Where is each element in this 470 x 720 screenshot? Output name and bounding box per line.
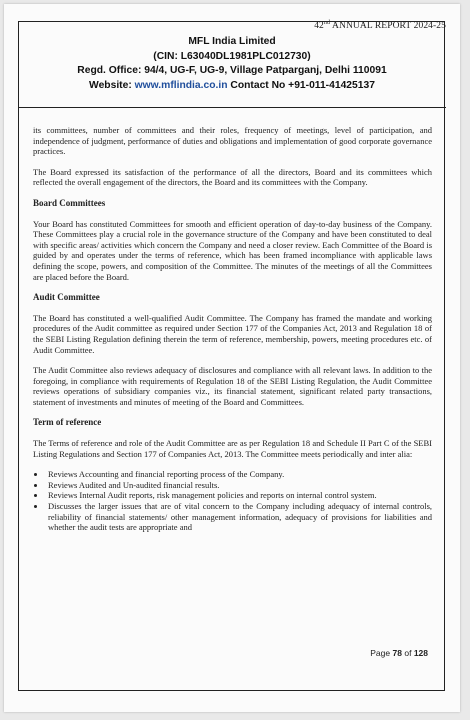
of-label: of [404,648,412,658]
list-item: • Reviews Audited and Un-audited financial results. [46,480,432,491]
document-page [4,4,460,712]
heading-board-committees: Board Committees [33,197,106,208]
contact-number: Contact No +91-011-41425137 [230,79,375,91]
report-title: ANNUAL REPORT 2024-25 [332,21,446,32]
list-item: • Discusses the larger issues that are of vital concern to the Company including adequacy of internal controls, reliability of financial statements/ other management information, adequacy of provisions for liabilities and whether the audit tests are appropriate and [46,501,432,533]
report-edition-number: 42 [314,21,324,32]
list-item: • Reviews Accounting and financial reporting process of the Company. [46,469,432,480]
report-edition-suffix: nd [323,20,331,26]
paragraph-board-satisfaction: The Board expressed its satisfaction of the performance of all the directors, Board and its committees which reflected the overall engagement of the directors, the Board and its committees with the Company. [33,166,432,188]
document-body [33,125,432,533]
total-pages: 128 [413,648,428,658]
company-header [4,35,460,93]
website-link[interactable]: www.mflindia.co.in [134,79,228,91]
heading-audit-committee: Audit Committee [33,292,100,303]
audit-duties-list [33,469,432,533]
company-cin: (CIN: L63040DL1981PLC012730) [153,50,311,62]
header-divider [18,107,446,108]
website-label: Website: [89,79,132,91]
company-name: MFL India Limited [188,36,276,47]
page-label: Page [370,648,391,658]
paragraph-audit-constitution: The Board has constituted a well-qualified Audit Committee. The Company has framed the mandate and working procedures of the Audit committee as required under Section 177 of the Companies Act, 2013 and Regulation 18 of the SEBI Listing Regulation defining therein the term of reference, membership, powers, meeting procedures etc. of Audit Committee. [33,312,432,355]
page-number [370,648,428,658]
paragraph-board-committees: Your Board has constituted Committees for smooth and efficient operation of day-to-day business of the Company. These Committees play a crucial role in the governance structure of the Company and have been constituted to deal with specific areas/ activities which concern the Company and need a closer review. Each Committee of the Board is guided by and operates under the terms of reference, which has been framed incompliance with applicable laws defining the scope, powers, and composition of the Committee. The minutes of the meetings of all the Committees are placed before the Board. [33,218,432,282]
heading-term-of-reference: Term of reference [33,417,102,428]
paragraph-audit-reviews: The Audit Committee also reviews adequacy of disclosures and compliance with all relevant laws. In addition to the foregoing, in compliance with requirements of Regulation 18 of the SEBI Listing Regulation, the Audit Committee reviews operations of subsidiary companies viz., its financial statement, significant related party transactions, statement of investments and minutes of meeting of the Board and Committees. [33,365,432,407]
current-page: 78 [392,648,402,658]
list-item: • Reviews Internal Audit reports, risk management policies and reports on internal control system. [46,490,432,501]
paragraph-terms: The Terms of reference and role of the Audit Committee are as per Regulation 18 and Schedule II Part C of the SEBI Listing Regulations and Section 177 of Companies Act, 2013. The Committee meets periodically and inter alia: [33,438,432,459]
registered-office: Regd. Office: 94/4, UG-F, UG-9, Village Patparganj, Delhi 110091 [77,65,387,76]
paragraph-evaluation: its committees, number of committees and their roles, frequency of meetings, level of participation, and independence of judgment, performance of duties and obligations and implementation of good corporate governance practices. [33,125,432,157]
contact-line [4,79,460,94]
annual-report-label [314,20,446,31]
